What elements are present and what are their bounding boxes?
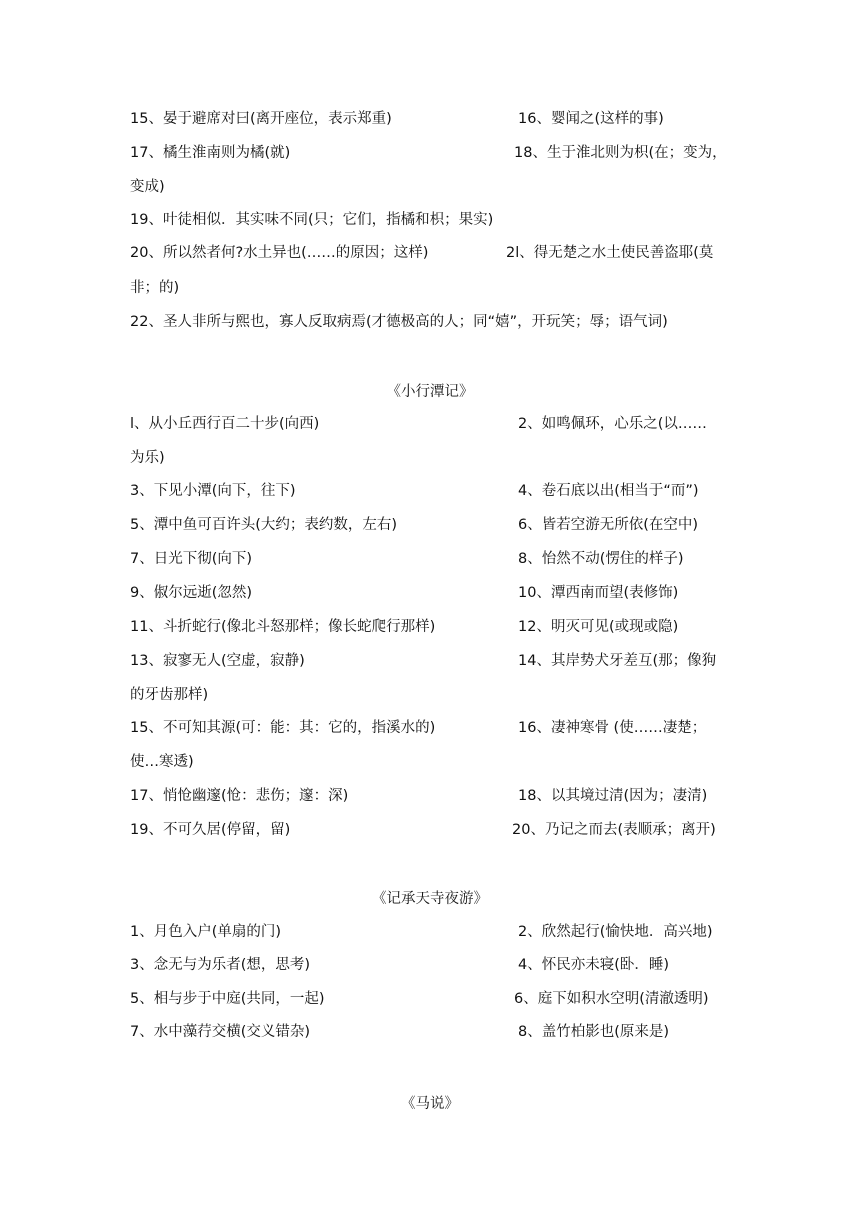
note-line-right: 18、以其境过清(因为；凄清) (518, 788, 708, 804)
note-line-right: 6、皆若空游无所依(在空中) (518, 517, 699, 533)
note-line-left: 19、不可久居(停留，留) (130, 822, 291, 838)
note-line-right: 16、凄神寒骨 (使……凄楚； (518, 720, 707, 736)
note-line-left: 为乐) (130, 450, 165, 466)
note-line-left: 22、圣人非所与熙也，寡人反取病焉(才德极高的人；同“嬉”，开玩笑；辱；语气词) (130, 314, 668, 330)
note-line-right: 2、如鸣佩环，心乐之(以…… (518, 416, 707, 432)
note-line-left: 15、不可知其源(可：能：其：它的，指溪水的) (130, 720, 436, 736)
note-line-left: 5、潭中鱼可百许头(大约；表约数，左右) (130, 517, 398, 533)
note-line-right: 20、乃记之而去(表顺承；离开) (512, 822, 716, 838)
note-line-right: 16、婴闻之(这样的事) (518, 111, 664, 127)
note-line-left: 17、橘生淮南则为橘(就) (130, 145, 291, 161)
section-title: 《记承天寺夜游》 (372, 891, 488, 907)
section-title: 《小行潭记》 (386, 384, 474, 400)
section-title: 《马说》 (401, 1096, 459, 1112)
note-line-right: 18、生于淮北则为枳(在；变为， (514, 145, 727, 161)
note-line-left: 20、所以然者何?水土异也(……的原因；这样) (130, 245, 429, 261)
note-line-right: 4、卷石底以出(相当于“而”) (518, 483, 699, 499)
note-line-left: 19、叶徒相似．其实味不同(只；它们，指橘和枳；果实) (130, 212, 494, 228)
note-line-left: 非；的) (130, 280, 180, 296)
note-line-left: 变成) (130, 179, 165, 195)
note-line-left: 1、月色入户(单扇的门) (130, 924, 282, 940)
note-line-left: 使…寒透) (130, 754, 194, 770)
note-line-right: 14、其岸势犬牙差互(那；像狗 (518, 653, 717, 669)
note-line-left: 7、水中藻荇交横(交义错杂) (130, 1024, 311, 1040)
note-line-left: 17、悄怆幽邃(怆：悲伤；邃：深) (130, 788, 349, 804)
note-line-right: 2l、得无楚之水土使民善盗耶(莫 (506, 245, 714, 261)
note-line-left: 的牙齿那样) (130, 687, 209, 703)
note-line-left: 3、下见小潭(向下，往下) (130, 483, 296, 499)
note-line-right: 8、怡然不动(愣住的样子) (518, 551, 684, 567)
note-line-right: 10、潭西南而望(表修饰) (518, 585, 679, 601)
note-line-right: 6、庭下如积水空明(清澈透明) (514, 991, 709, 1007)
note-line-right: 2、欣然起行(愉快地．高兴地) (518, 924, 713, 940)
note-line-right: 12、明灭可见(或现或隐) (518, 619, 679, 635)
note-line-right: 4、怀民亦未寝(卧．睡) (518, 957, 670, 973)
note-line-left: 7、日光下彻(向下) (130, 551, 253, 567)
note-line-left: 11、斗折蛇行(像北斗怒那样；像长蛇爬行那样) (130, 619, 436, 635)
note-line-right: 8、盖竹柏影也(原来是) (518, 1024, 670, 1040)
note-line-left: 13、寂寥无人(空虚，寂静) (130, 653, 305, 669)
note-line-left: 5、相与步于中庭(共同，一起) (130, 991, 325, 1007)
note-line-left: 3、念无与为乐者(想，思考) (130, 957, 311, 973)
note-line-left: 9、俶尔远逝(忽然) (130, 585, 253, 601)
note-line-left: l、从小丘西行百二十步(向西) (130, 416, 320, 432)
note-line-left: 15、晏于避席对曰(离开座位，表示郑重) (130, 111, 392, 127)
